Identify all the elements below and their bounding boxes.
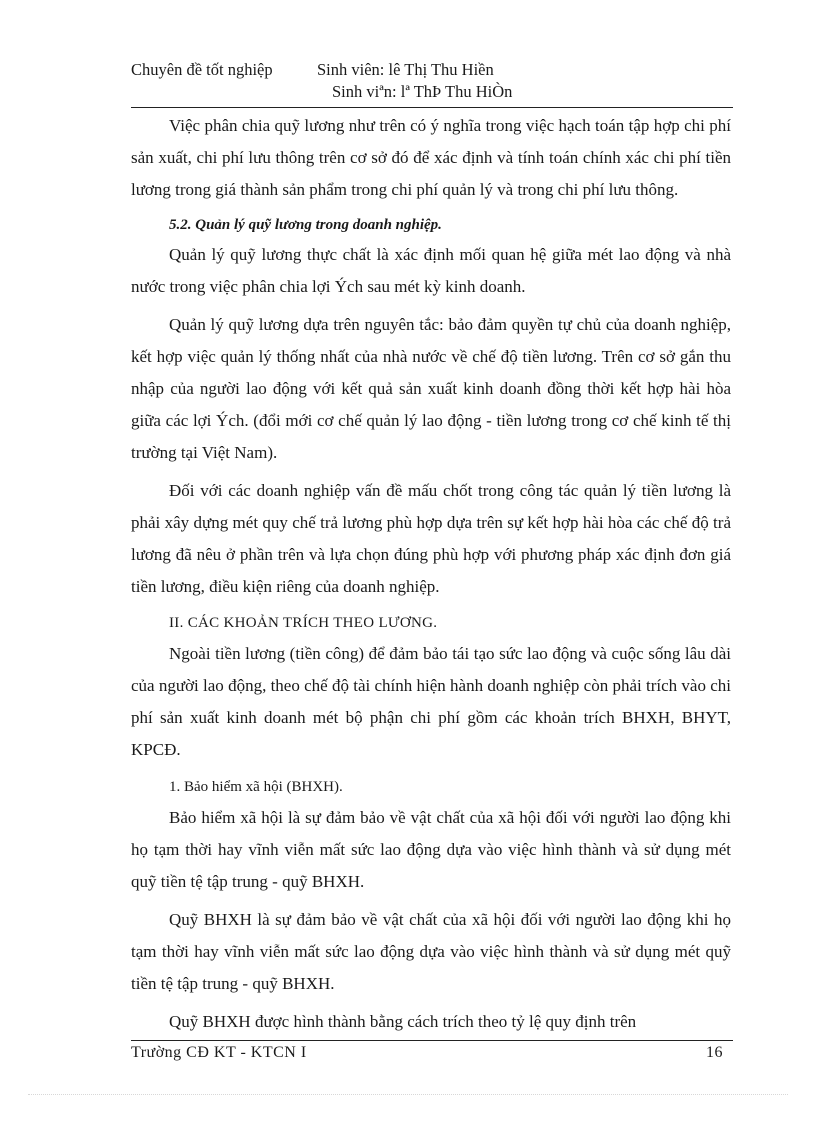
section-heading-ii: II. CÁC KHOẢN TRÍCH THEO LƯƠNG. bbox=[169, 615, 438, 631]
paragraph-6: Bảo hiểm xã hội là sự đảm bảo về vật chất của xã hội đối với người lao động khi họ tạm thời hay vĩnh viễn mất sức lao động dựa vào việc hình thành và sử dụng mét quỹ tiền tệ tập trung - quỹ BHXH. bbox=[131, 808, 731, 891]
paragraph-8: Quỹ BHXH được hình thành bằng cách trích theo tỷ lệ quy định trên bbox=[169, 1012, 637, 1031]
page-bottom-divider bbox=[28, 1094, 788, 1095]
header-rule bbox=[131, 107, 733, 108]
section-heading-1: 1. Bảo hiểm xã hội (BHXH). bbox=[169, 779, 343, 795]
header-student: Sinh viên: lê Thị Thu Hiền bbox=[317, 60, 494, 79]
paragraph-1: Việc phân chia quỹ lương như trên có ý nghĩa trong việc hạch toán tập hợp chi phí sản xuất, chi phí lưu thông trên cơ sở đó để xác định và tính toán chính xác chi phí tiền lương trong giá thành sản phẩm trong chi phí quản lý và trong chi phí lưu thông. bbox=[131, 116, 731, 199]
page-number: 16 bbox=[706, 1044, 723, 1061]
paragraph-4: Đối với các doanh nghiệp vấn đề mấu chốt trong công tác quản lý tiền lương là phải xây dựng mét quy chế trả lương phù hợp dựa trên sự kết hợp hài hòa các chế độ trả lương đã nêu ở phần trên và lựa chọn đúng phù hợp với phương pháp xác định đơn giá tiền lương, điều kiện riêng của doanh nghiệp. bbox=[131, 481, 731, 596]
header-student-garbled: Sinh viªn: lª ThÞ Thu HiÒn bbox=[332, 82, 513, 101]
paragraph-3: Quản lý quỹ lương dựa trên nguyên tắc: bảo đảm quyền tự chủ của doanh nghiệp, kết hợp việc quản lý thống nhất của nhà nước về chế độ tiền lương. Trên cơ sở gắn thu nhập của người lao động với kết quả sản xuất kinh doanh đồng thời kết hợp hài hòa giữa các lợi Ých. (đổi mới cơ chế quản lý lao động - tiền lương trong cơ chế kinh tế thị trường tại Việt Nam). bbox=[131, 315, 731, 462]
header-left-title: Chuyên đề tốt nghiệp bbox=[131, 60, 273, 79]
paragraph-5: Ngoài tiền lương (tiền công) để đảm bảo tái tạo sức lao động và cuộc sống lâu dài của người lao động, theo chế độ tài chính hiện hành doanh nghiệp còn phải trích vào chi phí sản xuất kinh doanh mét bộ phận chi phí gồm các khoản trích BHXH, BHYT, KPCĐ. bbox=[131, 644, 731, 759]
document-body bbox=[131, 110, 731, 1038]
section-heading-5-2: 5.2. Quản lý quỹ lương trong doanh nghiệp. bbox=[169, 217, 442, 233]
paragraph-7: Quỹ BHXH là sự đảm bảo về vật chất của xã hội đối với người lao động khi họ tạm thời hay vĩnh viễn mất sức lao động dựa vào việc hình thành và sử dụng mét quỹ tiền tệ tập trung - quỹ BHXH. bbox=[131, 910, 731, 993]
footer-rule bbox=[131, 1040, 733, 1041]
paragraph-2: Quản lý quỹ lương thực chất là xác định mối quan hệ giữa mét lao động và nhà nước trong việc phân chia lợi Ých sau mét kỳ kinh doanh. bbox=[131, 245, 731, 296]
footer-school: Trường CĐ KT - KTCN I bbox=[131, 1044, 307, 1061]
